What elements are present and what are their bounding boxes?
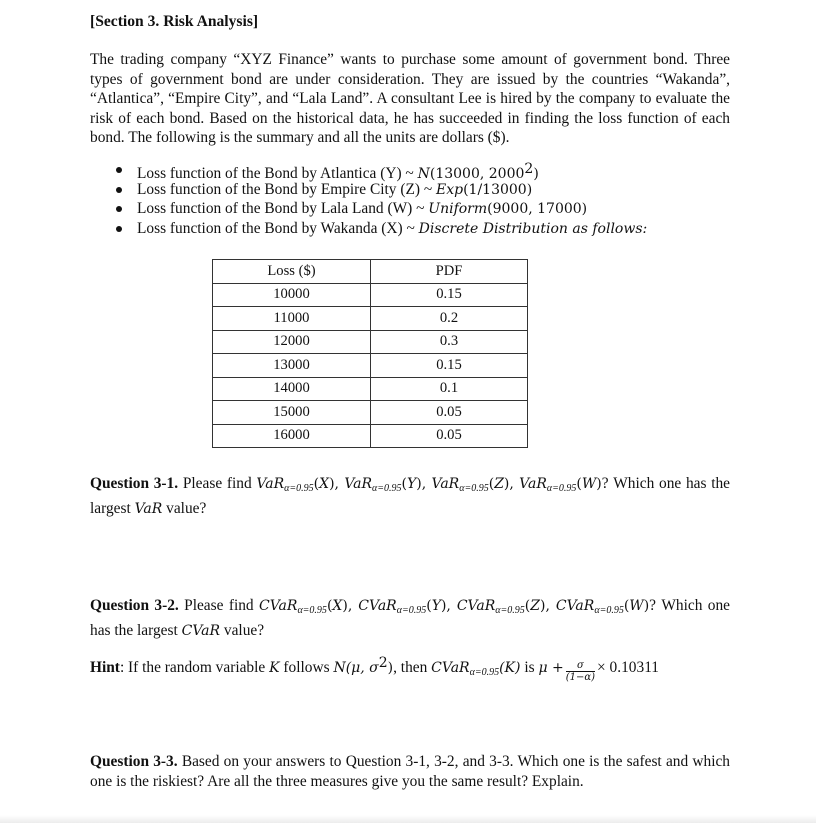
- table-row: [213, 377, 528, 401]
- question-3-1: Question 3-1. Please find VaR$_{\alpha=0.95}$(X), VaR$_{\alpha=0.95}$(Y), VaR$_{\alpha=0.95}$(Z), VaR$_{\alpha=0.95}$(W)? Which one has the largest VaR value?: [90, 475, 731, 517]
- list-item-lala-land: Loss function of the Bond by Lala Land (W) ~ Uniform(9000, 17000): [116, 199, 736, 219]
- sigma-fraction: $\frac{\sigma}{(1-\alpha)}$: [565, 660, 596, 683]
- wakanda-distribution-table: [212, 259, 528, 448]
- table-row: [213, 330, 528, 354]
- table-cell: 16000: [213, 424, 371, 448]
- bullet-icon: [116, 167, 122, 173]
- intro-paragraph: The trading company “XYZ Finance” wants to purchase some amount of government bond. Three types of government bond are under consideration. They are issued by the countries “Wakanda”, “Atlantica”, “Empire City”, and “Lala Land”. A consultant Lee is hired by the company to evaluate the risk of each bond. Based on the historical data, he has succeeded in finding the loss function of each bond. The following is the summary and all the units are dollars ($).: [90, 51, 730, 146]
- table-cell: 12000: [213, 330, 371, 354]
- question-3-3: Question 3-3. Based on your answers to Question 3-1, 3-2, and 3-3. Which one is the safest and which one is the riskiest? Are all the three measures give you the same result? Explain.: [90, 753, 730, 790]
- bullet-icon: [116, 187, 122, 193]
- section-title: [Section 3. Risk Analysis]: [90, 13, 259, 30]
- table-cell: 0.15: [371, 354, 528, 378]
- list-item-atlantica: Loss function of the Bond by Atlantica (Y) ~ N(13000, 2000$^2$): [116, 160, 736, 180]
- loss-function-list: [116, 160, 736, 238]
- hint-paragraph: Hint: If the random variable K follows N(μ, $\sigma^2$), then CVaR$_{\alpha=0.95}$(K) is μ + $\frac{\sigma}{(1-\alpha)}$ × 0.10311: [90, 655, 660, 683]
- table-row: [213, 401, 528, 425]
- table-cell: 14000: [213, 377, 371, 401]
- question-3-2: Question 3-2. Please find CVaR$_{\alpha=0.95}$(X), CVaR$_{\alpha=0.95}$(Y), CVaR$_{\alpha=0.95}$(Z), CVaR$_{\alpha=0.95}$(W)? Which one has the largest CVaR value?: [90, 597, 730, 639]
- table-cell: 13000: [213, 354, 371, 378]
- table-header-row: [213, 260, 528, 284]
- table-cell: 0.05: [371, 424, 528, 448]
- table-cell: 0.3: [371, 330, 528, 354]
- table-row: [213, 307, 528, 331]
- table-row: [213, 424, 528, 448]
- table-cell: 11000: [213, 307, 371, 331]
- table-cell: 10000: [213, 283, 371, 307]
- column-header-loss: Loss ($): [213, 260, 371, 284]
- table-cell: 15000: [213, 401, 371, 425]
- table-cell: 0.2: [371, 307, 528, 331]
- bullet-icon: [116, 226, 122, 232]
- table-row: [213, 354, 528, 378]
- table-cell: 0.15: [371, 283, 528, 307]
- table-row: [213, 283, 528, 307]
- bullet-icon: [116, 206, 122, 212]
- column-header-pdf: PDF: [371, 260, 528, 284]
- list-item-empire-city: Loss function of the Bond by Empire City (Z) ~ Exp(1/13000): [116, 180, 736, 200]
- table-cell: 0.1: [371, 377, 528, 401]
- list-item-wakanda: Loss function of the Bond by Wakanda (X) ~ Discrete Distribution as follows:: [116, 219, 736, 239]
- table-cell: 0.05: [371, 401, 528, 425]
- page-bottom-shadow: [0, 815, 816, 823]
